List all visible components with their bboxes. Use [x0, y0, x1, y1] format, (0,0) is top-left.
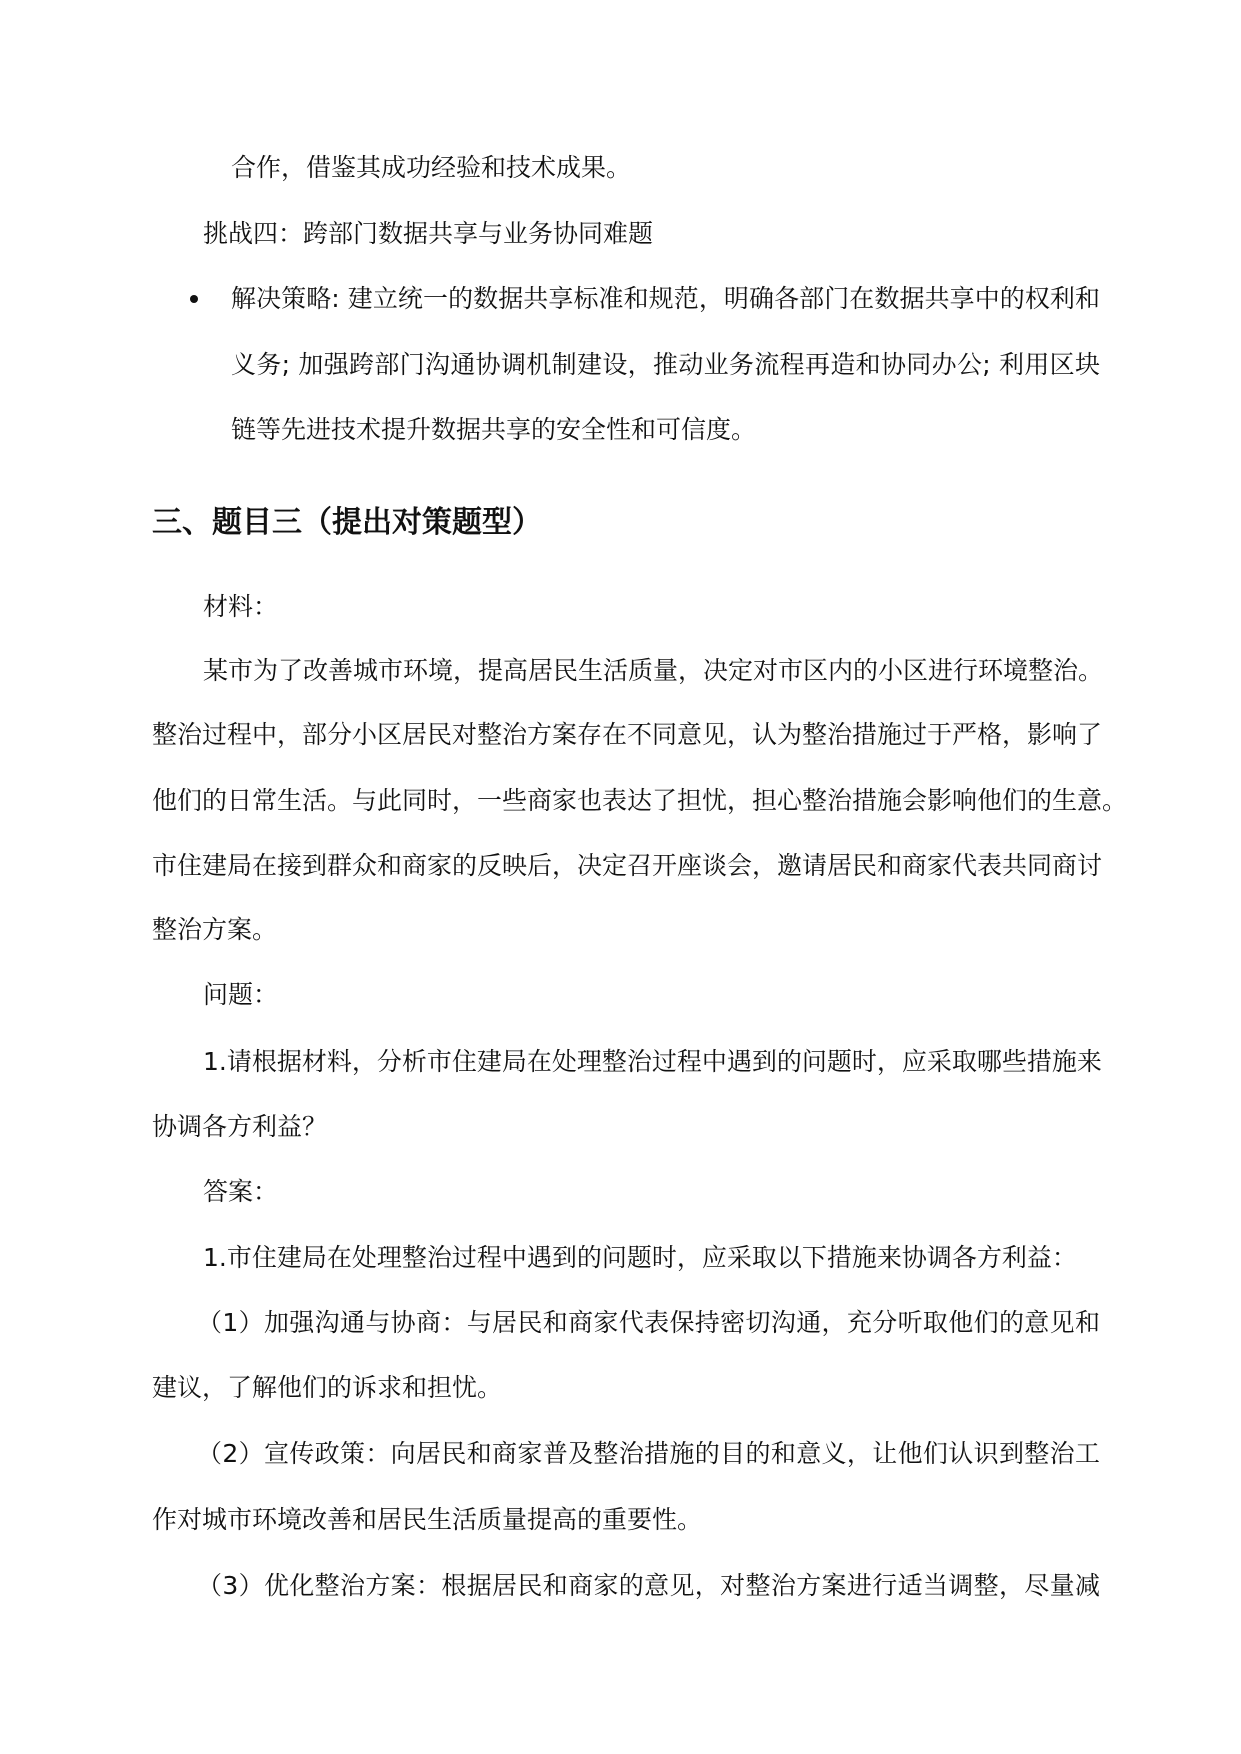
question-line: 协调各方利益？: [152, 1112, 328, 1141]
answer-item-line: 作对城市环境改善和居民生活质量提高的重要性。: [152, 1505, 703, 1534]
answer-label: 答案：: [203, 1177, 279, 1206]
bullet-line: 解决策略: 建立统一的数据共享标准和规范，明确各部门在数据共享中的权利和: [231, 284, 1100, 313]
question-label: 问题：: [203, 980, 279, 1009]
answer-item-line: 建议，了解他们的诉求和担忧。: [152, 1373, 503, 1402]
continuation-line: 合作，借鉴其成功经验和技术成果。: [231, 153, 632, 182]
challenge-four-title: 挑战四：跨部门数据共享与业务协同难题: [203, 219, 654, 248]
material-line: 整治过程中，部分小区居民对整治方案存在不同意见，认为整治措施过于严格，影响了: [152, 720, 1103, 749]
material-label: 材料：: [203, 592, 279, 621]
answer-item-line: （3）优化整治方案：根据居民和商家的意见，对整治方案进行适当调整，尽量减: [197, 1571, 1100, 1600]
material-line: 整治方案。: [152, 915, 278, 944]
answer-intro: 1.市住建局在处理整治过程中遇到的问题时，应采取以下措施来协调各方利益：: [203, 1243, 1077, 1272]
material-line: 他们的日常生活。与此同时，一些商家也表达了担忧，担心整治措施会影响他们的生意。: [152, 786, 1128, 815]
bullet-icon: [190, 295, 198, 303]
section-heading: 三、题目三（提出对策题型）: [152, 505, 542, 540]
material-line: 市住建局在接到群众和商家的反映后，决定召开座谈会，邀请居民和商家代表共同商讨: [152, 851, 1103, 880]
bullet-line: 链等先进技术提升数据共享的安全性和可信度。: [231, 415, 757, 444]
question-line: 1.请根据材料，分析市住建局在处理整治过程中遇到的问题时，应采取哪些措施来: [203, 1047, 1102, 1076]
bullet-line: 义务; 加强跨部门沟通协调机制建设，推动业务流程再造和协同办公; 利用区块: [231, 350, 1100, 379]
answer-item-line: （1）加强沟通与协商：与居民和商家代表保持密切沟通，充分听取他们的意见和: [197, 1308, 1100, 1337]
material-line: 某市为了改善城市环境，提高居民生活质量，决定对市区内的小区进行环境整治。: [203, 656, 1104, 685]
answer-item-line: （2）宣传政策：向居民和商家普及整治措施的目的和意义，让他们认识到整治工: [197, 1439, 1100, 1468]
